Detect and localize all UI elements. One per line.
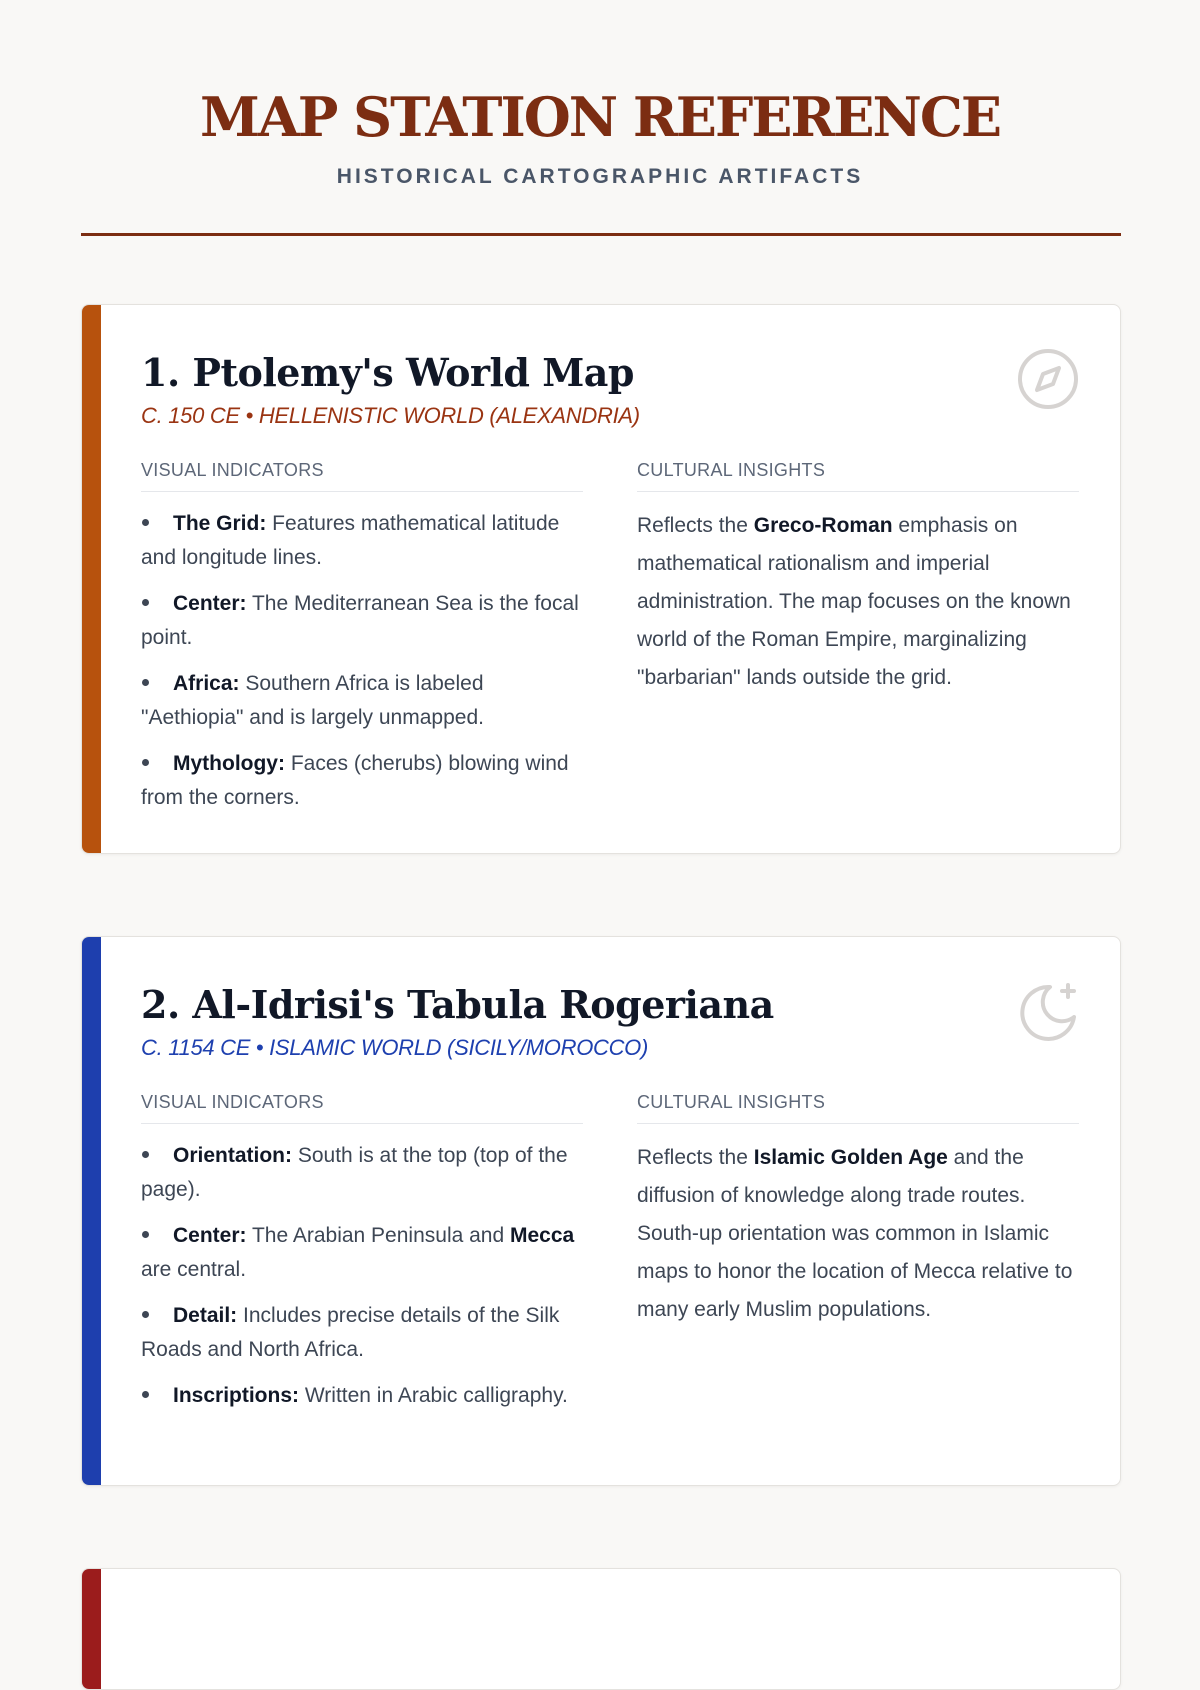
indicator-text: Features mathematical latitude and longitude lines. — [141, 512, 560, 569]
bullet-icon — [142, 679, 149, 686]
crescent-moon-icon — [1016, 979, 1080, 1043]
insight-pre: Reflects the — [637, 1146, 754, 1169]
map-card-al-idrisi — [81, 936, 1121, 1486]
list-item — [141, 1139, 581, 1206]
bullet-icon — [142, 599, 149, 606]
indicator-label: The Grid: — [173, 512, 267, 535]
visual-indicators-list — [141, 507, 581, 827]
list-item — [141, 1299, 581, 1366]
insight-pre: Reflects the — [637, 514, 754, 537]
card-title: 2. Al-Idrisi's Tabula Rogeriana — [141, 982, 774, 1027]
page-subtitle: HISTORICAL CARTOGRAPHIC ARTIFACTS — [336, 165, 864, 188]
insight-emphasis: Islamic Golden Age — [753, 1146, 948, 1169]
list-item — [141, 587, 581, 654]
bullet-icon — [142, 519, 149, 526]
card-accent-bar — [82, 305, 101, 853]
map-card-ptolemy — [81, 304, 1121, 854]
indicator-text: The Mediterranean Sea is the focal point. — [141, 592, 579, 649]
list-item — [141, 507, 581, 574]
indicator-text: are central. — [141, 1257, 247, 1281]
cultural-insights-heading: CULTURAL INSIGHTS — [637, 457, 1079, 492]
indicator-label: Center: — [173, 592, 247, 615]
card-accent-bar — [82, 937, 101, 1485]
indicator-text: Includes precise details of the Silk Roads and North Africa. — [141, 1304, 560, 1361]
cultural-insight-text — [637, 507, 1083, 697]
indicator-text: South is at the top (top of the page). — [141, 1144, 568, 1201]
cultural-insights-heading: CULTURAL INSIGHTS — [637, 1089, 1079, 1124]
bullet-icon — [142, 759, 149, 766]
indicator-label: Inscriptions: — [173, 1384, 300, 1407]
indicator-text: Written in Arabic calligraphy. — [299, 1384, 568, 1407]
bullet-icon — [142, 1391, 149, 1398]
indicator-label: Africa: — [173, 672, 240, 695]
indicator-text: Southern Africa is labeled "Aethiopia" and is largely unmapped. — [141, 672, 484, 729]
bullet-icon — [142, 1151, 149, 1158]
indicator-text: Faces (cherubs) blowing wind from the corners. — [141, 752, 569, 809]
card-date-region: C. 150 CE • HELLENISTIC WORLD (ALEXANDRIA) — [141, 403, 640, 428]
insight-post: emphasis on mathematical rationalism and imperial administration. The map focuses on the known world of the Roman Empire, marginalizing "barbarian" lands outside the grid. — [637, 514, 1071, 689]
card-title: 1. Ptolemy's World Map — [141, 350, 634, 395]
list-item — [141, 1219, 581, 1286]
indicator-emphasis: Mecca — [510, 1224, 575, 1247]
indicator-label: Detail: — [173, 1304, 238, 1327]
visual-indicators-list — [141, 1139, 581, 1426]
indicator-text: The Arabian Peninsula and — [246, 1224, 510, 1247]
insight-post: and the diffusion of knowledge along trade routes. South-up orientation was common in Islamic maps to honor the location of Mecca relative to many early Muslim populations. — [637, 1146, 1073, 1321]
bullet-icon — [142, 1311, 149, 1318]
visual-indicators-heading: VISUAL INDICATORS — [141, 457, 583, 492]
compass-icon — [1016, 347, 1080, 411]
header-divider — [81, 233, 1121, 236]
visual-indicators-heading: VISUAL INDICATORS — [141, 1089, 583, 1124]
map-card-third — [81, 1568, 1121, 1690]
page-title: MAP STATION REFERENCE — [200, 85, 1000, 149]
bullet-icon — [142, 1231, 149, 1238]
insight-emphasis: Greco-Roman — [753, 514, 893, 537]
indicator-label: Center: — [173, 1224, 247, 1247]
card-date-region: C. 1154 CE • ISLAMIC WORLD (SICILY/MOROCCO) — [141, 1035, 649, 1060]
card-accent-bar — [82, 1569, 101, 1689]
list-item — [141, 747, 581, 814]
list-item — [141, 667, 581, 734]
indicator-label: Orientation: — [173, 1144, 292, 1167]
indicator-label: Mythology: — [173, 752, 285, 775]
list-item — [141, 1379, 581, 1413]
cultural-insight-text — [637, 1139, 1083, 1329]
